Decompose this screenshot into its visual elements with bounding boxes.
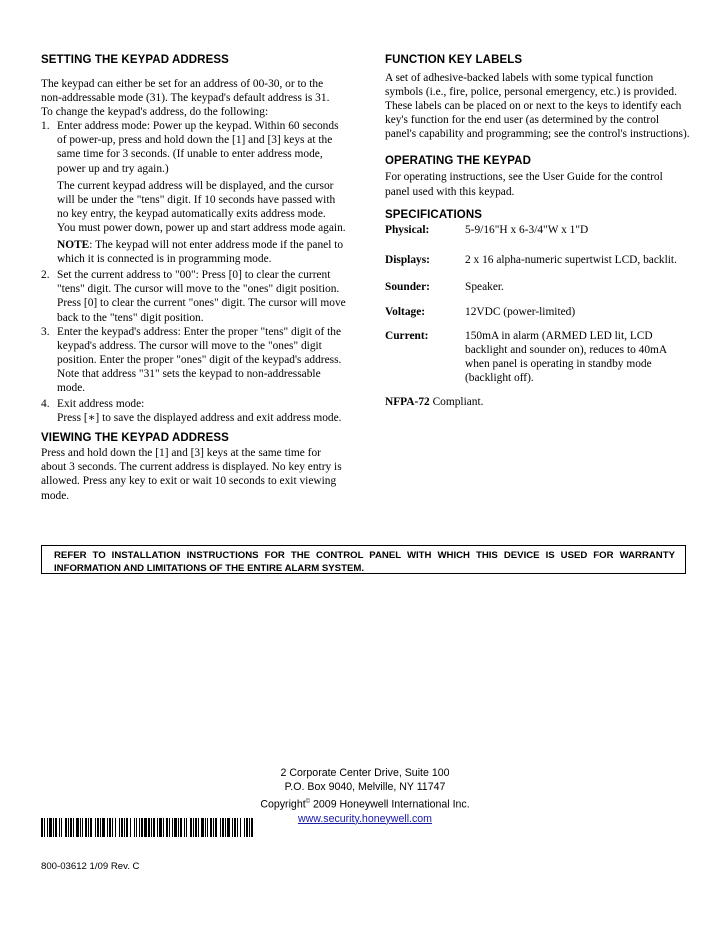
spec-row-physical (385, 223, 690, 237)
spec-value: 150mA in alarm (ARMED LED lit, LCD backlight and sounder on), reduces to 40mA when panel is operating in standby mode (backlight off). (465, 330, 667, 385)
step-number: 2. (41, 269, 50, 282)
step-number: 3. (41, 325, 50, 338)
address-line-2: P.O. Box 9040, Melville, NY 11747 (284, 781, 446, 794)
barcode-bar (121, 818, 123, 837)
step-1-detail (41, 179, 346, 235)
barcode-bar (249, 818, 250, 837)
spec-label: Physical: (385, 223, 430, 236)
barcode-bar (190, 818, 192, 837)
barcode-bar (213, 818, 214, 837)
barcode-bar (240, 818, 241, 837)
barcode-bar (251, 818, 253, 837)
function-key-labels-heading: FUNCTION KEY LABELS (385, 54, 523, 66)
barcode-bar (59, 818, 60, 837)
viewing-paragraph: Press and hold down the [1] and [3] keys at the same time for about 3 seconds. The current address is displayed. No key entry is allowed. Press any key to exit or wait 10 seconds to exit viewing mode. (41, 447, 342, 502)
barcode-bar (44, 818, 45, 837)
barcode-bar (244, 818, 245, 837)
step-3 (41, 325, 346, 395)
spec-label: Voltage: (385, 305, 426, 318)
barcode-bar (65, 818, 67, 837)
barcode-bar (227, 818, 230, 837)
barcode-bar (172, 818, 173, 837)
barcode-bar (139, 818, 140, 837)
document-number: 800-03612 1/09 Rev. C (41, 861, 140, 872)
barcode-bar (141, 818, 143, 837)
spec-value: 2 x 16 alpha-numeric supertwist LCD, backlit. (465, 253, 677, 266)
barcode-bar (41, 818, 43, 837)
spec-value: Speaker. (465, 280, 504, 293)
barcode-bar (80, 818, 81, 837)
barcode-bar (166, 818, 168, 837)
barcode-bar (237, 818, 238, 837)
step-text: Enter address mode: Power up the keypad. Within 60 seconds of power-up, press and hold down the [1] and [3] keys at the same time for 3 seconds. (If unable to enter address mode, power up and try again.) (57, 120, 339, 175)
barcode-bar (169, 818, 170, 837)
barcode-bar (180, 818, 182, 837)
spec-label: Displays: (385, 253, 430, 266)
barcode-bar (47, 818, 48, 837)
barcode-bar (130, 818, 131, 837)
specifications-heading: SPECIFICATIONS (385, 208, 483, 221)
spec-label: Current: (385, 330, 429, 343)
step-text: Enter the keypad's address: Enter the proper "tens" digit of the keypad's address. The cursor will move to the "ones" digit position. Enter the proper "ones" digit of the keypad's address. Note that address "31" sets the keypad to non-addressable mode. (57, 325, 342, 394)
barcode-bar (222, 818, 224, 837)
barcode-bar (215, 818, 217, 837)
nfpa-text: Compliant. (429, 396, 484, 409)
step-text: The current keypad address will be displayed, and the cursor will be under the "tens" digit. If 10 seconds have passed with no key entry, the keypad automatically exits address mode. You must power down, power up and start address mode again. (57, 179, 346, 234)
viewing-keypad-address-heading: VIEWING THE KEYPAD ADDRESS (41, 432, 229, 445)
copyright-mark: © (305, 798, 311, 805)
barcode-bar (184, 818, 185, 837)
step-number: 4. (41, 398, 50, 411)
spec-value: 12VDC (power-limited) (465, 305, 576, 318)
spec-value: 5-9/16"H x 6-3/4"W x 1"D (465, 223, 589, 236)
barcode-bar (61, 818, 62, 837)
barcode-bar (126, 818, 128, 837)
barcode-bar (82, 818, 83, 837)
company-address-block (240, 766, 490, 826)
barcode-bar (159, 818, 162, 837)
function-key-labels-paragraph: A set of adhesive-backed labels with some typical function symbols (i.e., fire, police, personal emergency, etc.) is provided. These labels can be placed on or next to the keys to identify each key's function for the end user (as determined by the control panel's capability and programming; see the control's instructions). (385, 72, 690, 141)
website-link[interactable]: www.security.honeywell.com (297, 812, 433, 825)
step-text: Set the current address to "00": Press [0] to clear the current "tens" digit. The cursor will move to the "ones" digit position. Press [0] to clear the current "ones" digit. The cursor will move back to the "tens" digit position. (57, 269, 346, 324)
barcode-bar (246, 818, 248, 837)
nfpa-compliance (385, 395, 690, 409)
spec-row-sounder (385, 280, 690, 294)
barcode-bar (85, 818, 87, 837)
barcode-bar (109, 818, 111, 837)
step-text: Press [∗] to save the displayed address and exit address mode. (57, 412, 342, 425)
barcode-bar (205, 818, 206, 837)
copyright-post: 2009 Honeywell International Inc. (310, 798, 470, 811)
barcode-bar (201, 818, 204, 837)
spec-row-displays (385, 253, 690, 267)
copyright-line (240, 795, 490, 812)
barcode-bar (198, 818, 199, 837)
right-column (385, 54, 690, 410)
note-text: : The keypad will not enter address mode if the panel to which it is connected is in programming mode. (57, 239, 344, 266)
operating-keypad-paragraph: For operating instructions, see the User Guide for the control panel used with this keypad. (385, 171, 663, 198)
step-4-detail (41, 411, 346, 425)
step-2 (41, 268, 346, 324)
barcode-bar (49, 818, 52, 837)
barcode-bar (124, 818, 125, 837)
barcode-bar (134, 818, 135, 837)
barcode-bar (136, 818, 137, 837)
step-1 (41, 119, 346, 175)
setting-keypad-address-heading: SETTING THE KEYPAD ADDRESS (41, 54, 229, 66)
barcode-bar (112, 818, 113, 837)
barcode-bar (157, 818, 158, 837)
barcode-bar (97, 818, 99, 837)
barcode-bar (95, 818, 96, 837)
barcode-bar (119, 818, 120, 837)
barcode-bar (234, 818, 236, 837)
note-label: NOTE (57, 239, 90, 252)
barcode-bar (102, 818, 105, 837)
barcode-bar (163, 818, 164, 837)
nfpa-label: NFPA-72 (385, 396, 430, 409)
barcode-bar (178, 818, 179, 837)
copyright-pre: Copyright (260, 798, 306, 811)
barcode-bar (153, 818, 155, 837)
spec-row-voltage (385, 305, 690, 319)
barcode-bar (174, 818, 177, 837)
step-1-note (41, 238, 346, 266)
barcode-bar (90, 818, 92, 837)
barcode-bar (55, 818, 57, 837)
barcode-bar (100, 818, 101, 837)
setting-intro-instruction: To change the keypad's address, do the following: (41, 106, 269, 119)
setting-intro-paragraph: The keypad can either be set for an address of 00-30, or to the non-addressable mode (31). The keypad's default address is 31. (41, 78, 330, 105)
spec-label: Sounder: (385, 280, 430, 293)
barcode-bar (186, 818, 187, 837)
barcode-bar (207, 818, 208, 837)
barcode (41, 818, 253, 837)
barcode-bar (107, 818, 108, 837)
barcode-bar (195, 818, 197, 837)
barcode-bar (53, 818, 54, 837)
barcode-bar (148, 818, 150, 837)
barcode-bar (232, 818, 233, 837)
barcode-bar (76, 818, 79, 837)
operating-keypad-heading: OPERATING THE KEYPAD (385, 155, 531, 168)
barcode-bar (73, 818, 74, 837)
step-4 (41, 397, 346, 411)
warranty-notice-box: REFER TO INSTALLATION INSTRUCTIONS FOR THE CONTROL PANEL WITH WHICH THIS DEVICE IS USED FOR WARRANTY INFORMATION AND LIMITATIONS OF THE ENTIRE ALARM SYSTEM. (41, 545, 686, 574)
address-line-1: 2 Corporate Center Drive, Suite 100 (280, 767, 450, 779)
barcode-bar (88, 818, 89, 837)
barcode-bar (115, 818, 116, 837)
step-text: Exit address mode: (57, 398, 145, 411)
barcode-bar (225, 818, 226, 837)
barcode-bar (151, 818, 152, 837)
barcode-bar (144, 818, 147, 837)
barcode-bar (210, 818, 212, 837)
barcode-bar (70, 818, 72, 837)
step-number: 1. (41, 120, 50, 133)
spec-row-current (385, 329, 690, 385)
barcode-bar (220, 818, 221, 837)
barcode-bar (193, 818, 194, 837)
barcode-bar (68, 818, 69, 837)
left-column (41, 54, 346, 503)
